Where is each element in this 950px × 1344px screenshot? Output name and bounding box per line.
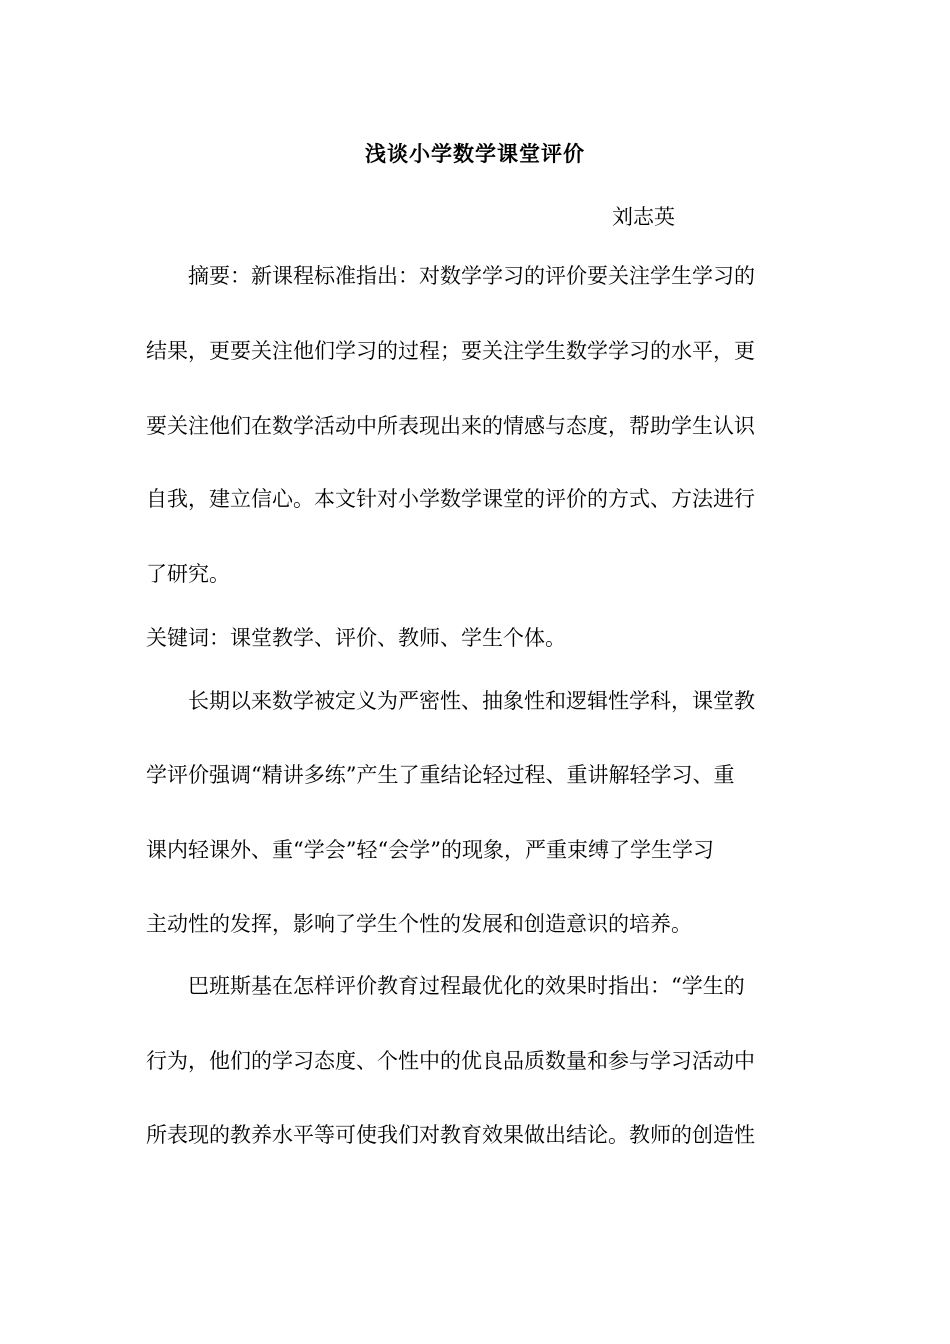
body-paragraph-line: 巴班斯基在怎样评价教育过程最优化的效果时指出：“学生的 [188, 974, 745, 998]
author-name: 刘志英 [612, 205, 675, 229]
abstract-line: 要关注他们在数学活动中所表现出来的情感与态度，帮助学生认识 [146, 414, 755, 438]
document-title: 浅谈小学数学课堂评价 [365, 141, 585, 166]
abstract-line: 摘要：新课程标准指出：对数学学习的评价要关注学生学习的 [188, 264, 755, 288]
body-paragraph-line: 所表现的教养水平等可使我们对教育效果做出结论。教师的创造性 [146, 1123, 755, 1147]
abstract-line: 结果，更要关注他们学习的过程；要关注学生数学学习的水平，更 [146, 339, 755, 363]
body-paragraph-line: 主动性的发挥，影响了学生个性的发展和创造意识的培养。 [146, 912, 692, 936]
body-paragraph-line: 学评价强调“精讲多练”产生了重结论轻过程、重讲解轻学习、重 [146, 763, 735, 787]
keywords-line: 关键词：课堂教学、评价、教师、学生个体。 [146, 626, 566, 650]
abstract-line: 了研究。 [146, 562, 230, 586]
body-paragraph-line: 课内轻课外、重“学会”轻“会学”的现象，严重束缚了学生学习 [146, 838, 714, 862]
body-paragraph-line: 行为，他们的学习态度、个性中的优良品质数量和参与学习活动中 [146, 1049, 755, 1073]
abstract-line: 自我，建立信心。本文针对小学数学课堂的评价的方式、方法进行 [146, 487, 755, 511]
body-paragraph-line: 长期以来数学被定义为严密性、抽象性和逻辑性学科，课堂教 [188, 689, 755, 713]
